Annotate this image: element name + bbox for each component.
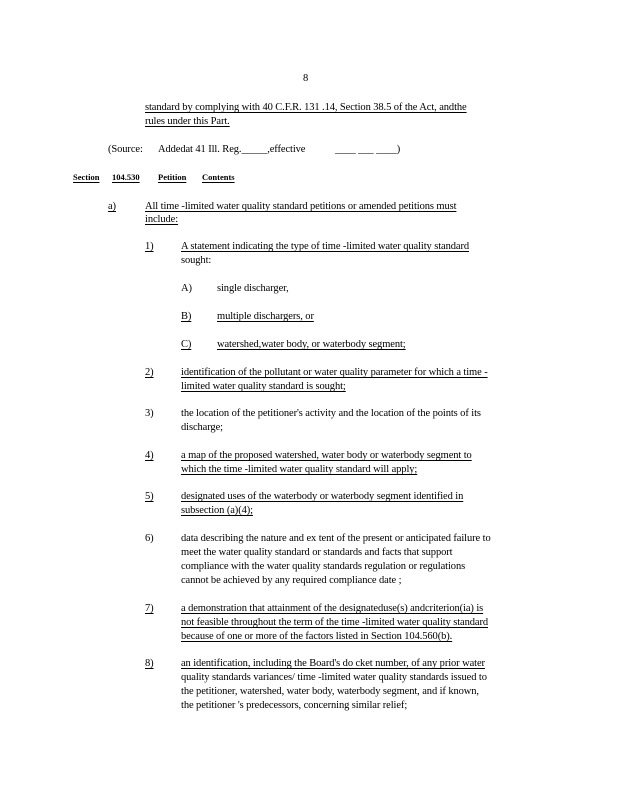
item-1-line-1: A statement indicating the type of time -limited water quality standard <box>181 241 469 252</box>
item-3-marker: 3) <box>145 408 154 419</box>
item-1-line-2: sought: <box>181 255 212 266</box>
item-8-line-3: the petitioner, watershed, water body, waterbody segment, and if known, <box>181 686 479 697</box>
sub-item-b-text: multiple dischargers, or <box>217 311 314 322</box>
item-5-marker: 5) <box>145 491 154 502</box>
page-number: 8 <box>303 73 309 84</box>
item-6-line-3: compliance with the water quality standards regulation or regulations <box>181 561 466 572</box>
sub-item-a-marker: A) <box>181 283 192 294</box>
sub-item-b-marker: B) <box>181 311 192 322</box>
item-8-line-1: an identification, including the Board's do cket number, of any prior water <box>181 658 485 669</box>
section-label: Section <box>73 172 100 182</box>
section-title: Petition <box>158 172 187 182</box>
item-4-marker: 4) <box>145 450 154 461</box>
sub-item-c-text: watershed,water body, or waterbody segment; <box>217 339 406 350</box>
item-3-line-1: the location of the petitioner's activity and the location of the points of its <box>181 408 481 419</box>
intro-line-1: standard by complying with 40 C.F.R. 131 .14, Section 38.5 of the Act, andthe <box>145 102 467 113</box>
subsection-a-line-2: include: <box>145 214 179 225</box>
sub-item-c-marker: C) <box>181 339 192 350</box>
item-7-line-3: because of one or more of the factors listed in Section 104.560(b). <box>181 631 453 642</box>
item-4-line-2: which the time -limited water quality standard will apply; <box>181 464 418 475</box>
item-8-line-4: the petitioner 's predecessors, concerning similar relief; <box>181 700 408 711</box>
item-3-line-2: discharge; <box>181 422 223 433</box>
subsection-a-marker: a) <box>108 201 116 212</box>
item-8-line-2: quality standards variances/ time -limited water quality standards issued to <box>181 672 487 683</box>
item-6-line-1: data describing the nature and ex tent of the present or anticipated failure to <box>181 533 491 544</box>
source-tail: ____ ___ ____) <box>335 144 401 155</box>
item-6-marker: 6) <box>145 533 154 544</box>
intro-line-2: rules under this Part. <box>145 116 230 127</box>
item-7-line-2: not feasible throughout the term of the time -limited water quality standard <box>181 617 489 628</box>
item-6-line-2: meet the water quality standard or standards and facts that support <box>181 547 453 558</box>
item-6-line-4: cannot be achieved by any required compliance date ; <box>181 575 402 586</box>
item-7-marker: 7) <box>145 603 154 614</box>
item-5-line-2: subsection (a)(4); <box>181 505 253 516</box>
item-2-line-2: limited water quality standard is sought; <box>181 381 346 392</box>
source-label: (Source: <box>108 144 143 155</box>
section-number: 104.530 <box>112 172 140 182</box>
item-7-line-1: a demonstration that attainment of the designateduse(s) andcriterion(ia) is <box>181 603 484 614</box>
item-1-marker: 1) <box>145 241 154 252</box>
item-8-marker: 8) <box>145 658 154 669</box>
source-text: Addedat 41 Ill. Reg._____,effective <box>158 144 306 155</box>
item-2-line-1: identification of the pollutant or water quality parameter for which a time - <box>181 367 488 378</box>
item-2-marker: 2) <box>145 367 154 378</box>
section-title-2: Contents <box>202 172 235 182</box>
item-4-line-1: a map of the proposed watershed, water body or waterbody segment to <box>181 450 472 461</box>
subsection-a-line-1: All time -limited water quality standard petitions or amended petitions must <box>145 201 457 212</box>
item-5-line-1: designated uses of the waterbody or waterbody segment identified in <box>181 491 464 502</box>
sub-item-a-text: single discharger, <box>217 283 289 294</box>
